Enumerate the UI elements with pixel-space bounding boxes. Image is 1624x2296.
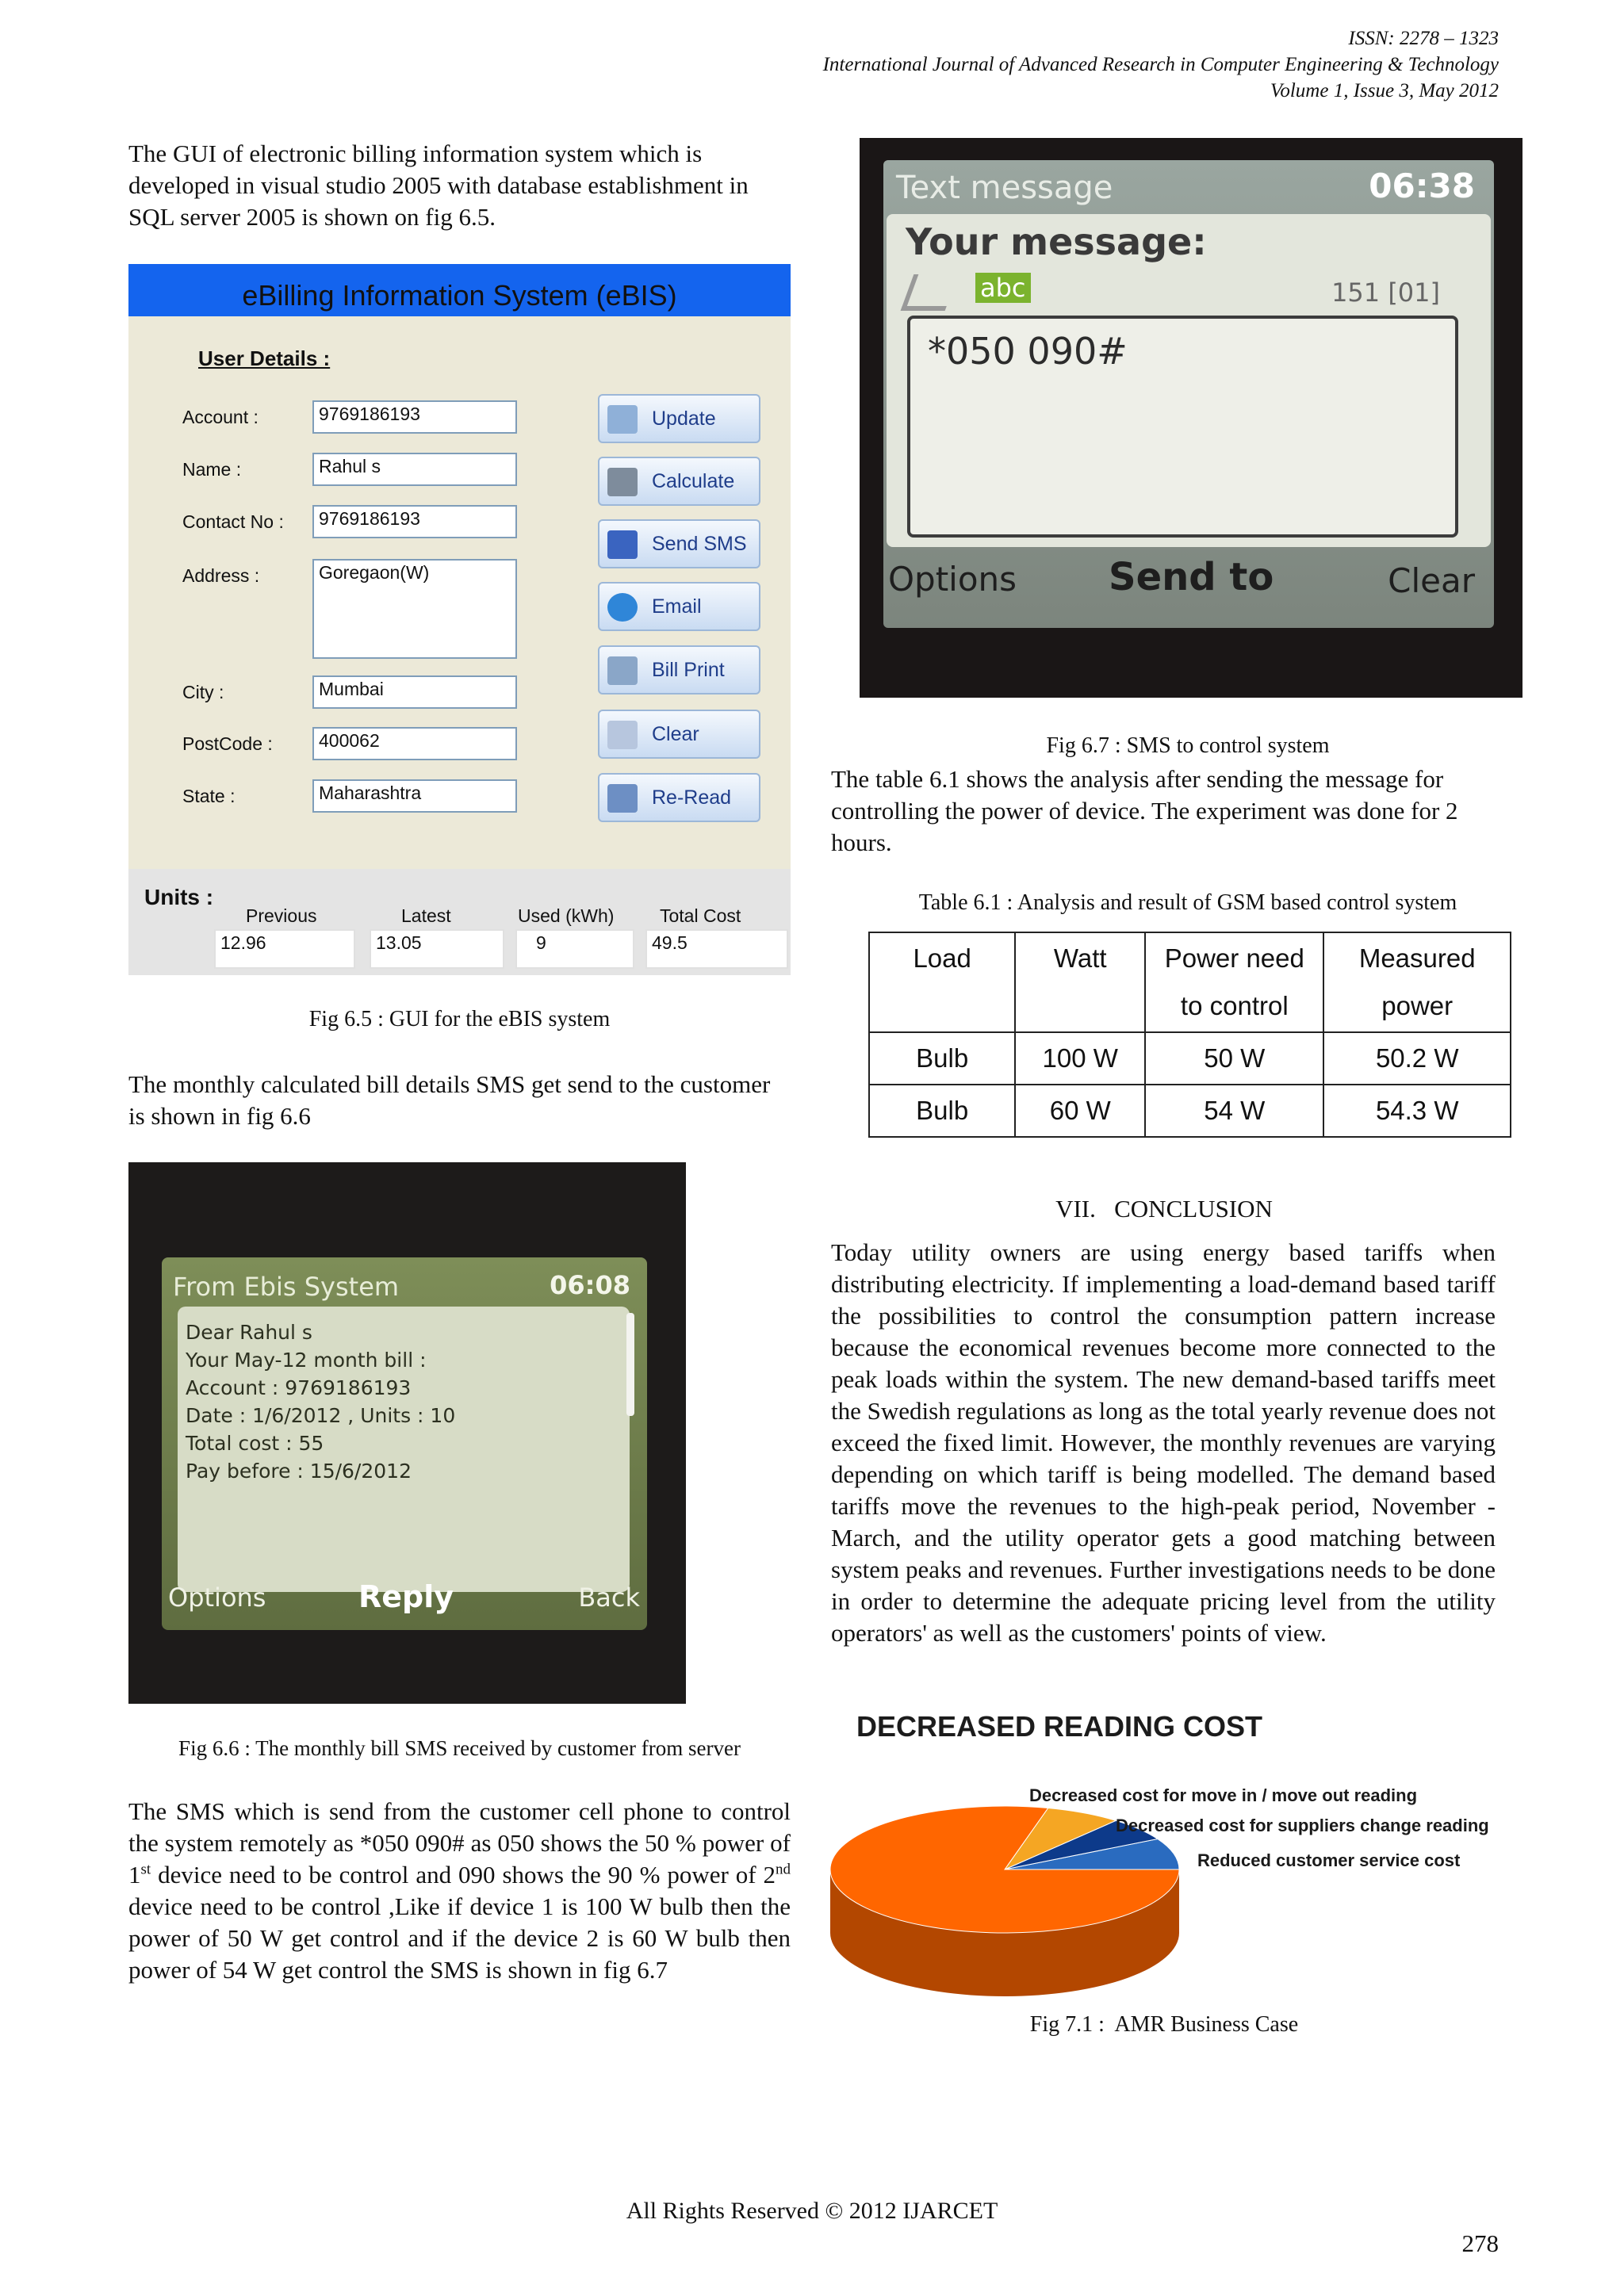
softkey-send-to[interactable]: Send to [1109,555,1274,599]
table-header-cell: Watt [1015,932,1145,1032]
clear-button[interactable]: Clear [598,710,760,759]
sms-scrollbar[interactable] [626,1313,634,1416]
compose-heading: Your message: [906,220,1207,263]
update-button[interactable]: Update [598,394,760,443]
contact-field[interactable]: 9769186193 [312,505,517,538]
postcode-field[interactable]: 400062 [312,727,517,760]
calculator-icon [607,468,638,496]
sms-line: Pay before : 15/6/2012 [186,1460,412,1483]
account-field[interactable]: 9769186193 [312,400,517,434]
table-cell: 54.3 W [1323,1085,1511,1137]
sms-header-time: 06:08 [550,1270,630,1300]
table-cell: 50.2 W [1323,1032,1511,1085]
table-cell: 60 W [1015,1085,1145,1137]
monthly-sms-paragraph: The monthly calculated bill details SMS get send to the customer is shown in fig 6.6 [128,1070,771,1130]
state-field[interactable]: Maharashtra [312,779,517,813]
message-text: *050 090# [928,330,1128,373]
pie-slice-label: Decreased cost for move in / move out reading [1029,1785,1418,1805]
gui-intro-paragraph: The GUI of electronic billing information system which is developed in visual studio 2005 with database establishment in SQL server 2005 is shown on fig 6.5. [128,140,749,231]
previous-field[interactable]: 12.96 [214,929,355,969]
units-label: Units : [144,885,214,909]
bill-print-button[interactable]: Bill Print [598,645,760,695]
phone-icon [607,530,638,559]
pie-slice-label: Decreased cost for suppliers change reading [1116,1816,1489,1835]
table-row [869,1032,1511,1085]
update-icon [607,405,638,434]
chart-title: DECREASED READING COST [856,1710,1263,1743]
city-field[interactable]: Mumbai [312,675,517,709]
conclusion-paragraph: Today utility owners are using energy based tariffs when distributing electricity. If implementing a load-demand based tariff the possibilities to control the consumption pattern increase because the economical revenues become more connected to the peak loads within the system. The new demand-based tariffs meet the Swedish regulations as long as the total yearly revenue does not exceed the fixed limit. However, the monthly revenues are varying depending on which tariff is being modelled. The demand based tariffs move the revenues to the high-peak period, November - March, and the utility operator gets a good matching between system peaks and revenues. Further investigations needs to be done in order to determine the adequate pricing level from the utility operators' as well as the customers' points of view. [831,1238,1496,1647]
clear-icon [607,721,638,749]
calculate-button[interactable]: Calculate [598,457,760,506]
table-cell: 100 W [1015,1032,1145,1085]
conclusion-heading: VII. CONCLUSION [1055,1195,1273,1223]
fig66-caption: Fig 6.6 : The monthly bill SMS received by customer from server [178,1736,741,1760]
user-details-heading: User Details : [198,346,331,370]
latest-field[interactable]: 13.05 [370,929,504,969]
input-mode-badge: abc [975,273,1031,303]
address-field[interactable]: Goregaon(W) [312,559,517,659]
state-label: State : [182,786,236,806]
fig71-caption: Fig 7.1 : AMR Business Case [1029,2012,1299,2037]
address-label: Address : [182,565,260,586]
fig65-caption: Fig 6.5 : GUI for the eBIS system [308,1007,611,1031]
pie-slice-label: Reduced customer service cost [1197,1850,1461,1870]
print-icon [607,656,638,685]
sms-line: Dear Rahul s [186,1321,312,1344]
sms-line: Total cost : 55 [186,1432,324,1455]
re-read-button[interactable]: Re-Read [598,773,760,822]
message-time: 06:38 [1369,166,1475,205]
email-icon [607,593,638,622]
latest-header: Latest [401,905,451,926]
issn-line: ISSN: 2278 – 1323 [1348,28,1499,49]
journal-name-line: International Journal of Advanced Research in Computer Engineering & Technology [822,54,1499,75]
amr-pie-chart [825,1705,1522,2038]
table-cell: Bulb [869,1085,1015,1137]
total-cost-field[interactable]: 49.5 [645,929,788,969]
results-table [868,932,1511,1138]
name-field[interactable]: Rahul s [312,453,517,486]
message-title: Text message [896,170,1113,206]
page-number: 278 [1461,2229,1499,2257]
send-sms-button[interactable]: Send SMS [598,519,760,568]
gui-title-bar: eBilling Information System (eBIS) [128,264,791,316]
copyright-footer: All Rights Reserved © 2012 IJARCET [626,2198,998,2224]
city-label: City : [182,682,224,702]
sms-line: Date : 1/6/2012 , Units : 10 [186,1404,456,1427]
char-counter: 151 [01] [1331,277,1440,308]
used-header: Used (kWh) [518,905,615,926]
softkey-clear[interactable]: Clear [1388,561,1475,600]
name-label: Name : [182,459,242,480]
table-cell: 50 W [1145,1032,1323,1085]
postcode-label: PostCode : [182,733,273,754]
account-label: Account : [182,407,259,427]
table-header-cell: Load [869,932,1015,1032]
sms-header-title: From Ebis System [173,1272,400,1302]
sms-line: Account : 9769186193 [186,1376,412,1399]
table-row [869,1085,1511,1137]
softkey-options[interactable]: Options [168,1582,266,1613]
journal-header [823,25,1499,104]
sms-control-paragraph: The SMS which is send from the customer cell phone to control the system remotely as *050 090# as 050 shows the 50 % power of 1st device need to be control and 090 shows the 90 % power of 2nd device need to be control ,Like if device 1 is 100 W bulb then the power of 50 W get control and if the device 2 is 60 W bulb then power of 54 W get control the SMS is shown in fig 6.7 [128,1797,791,1984]
total-cost-header: Total Cost [660,905,741,926]
previous-header: Previous [246,905,317,926]
softkey-reply[interactable]: Reply [358,1579,454,1614]
table-cell: 54 W [1145,1085,1323,1137]
fig67-caption: Fig 6.7 : SMS to control system [1046,733,1330,758]
fig66-phone-screenshot [128,1162,686,1704]
table-header-row [869,932,1511,1032]
table-header-cell: Measured power [1323,932,1511,1032]
sms-line: Your May-12 month bill : [186,1349,427,1372]
table-caption: Table 6.1 : Analysis and result of GSM based control system [918,890,1457,915]
units-panel [128,869,791,975]
contact-label: Contact No : [182,511,284,532]
table-cell: Bulb [869,1032,1015,1085]
softkey-back[interactable]: Back [578,1582,640,1613]
ebis-gui-screenshot [128,264,791,975]
volume-line: Volume 1, Issue 3, May 2012 [1270,80,1499,101]
softkey-options[interactable]: Options [888,560,1017,599]
fig67-phone-screenshot [860,138,1522,698]
email-button[interactable]: Email [598,582,760,631]
used-field[interactable]: 9 [515,929,634,969]
table-intro-paragraph: The table 6.1 shows the analysis after sending the message for controlling the power of device. The experiment was done for 2 hours. [831,765,1458,856]
table-header-cell: Power need to control [1145,932,1323,1032]
reload-icon [607,784,638,813]
